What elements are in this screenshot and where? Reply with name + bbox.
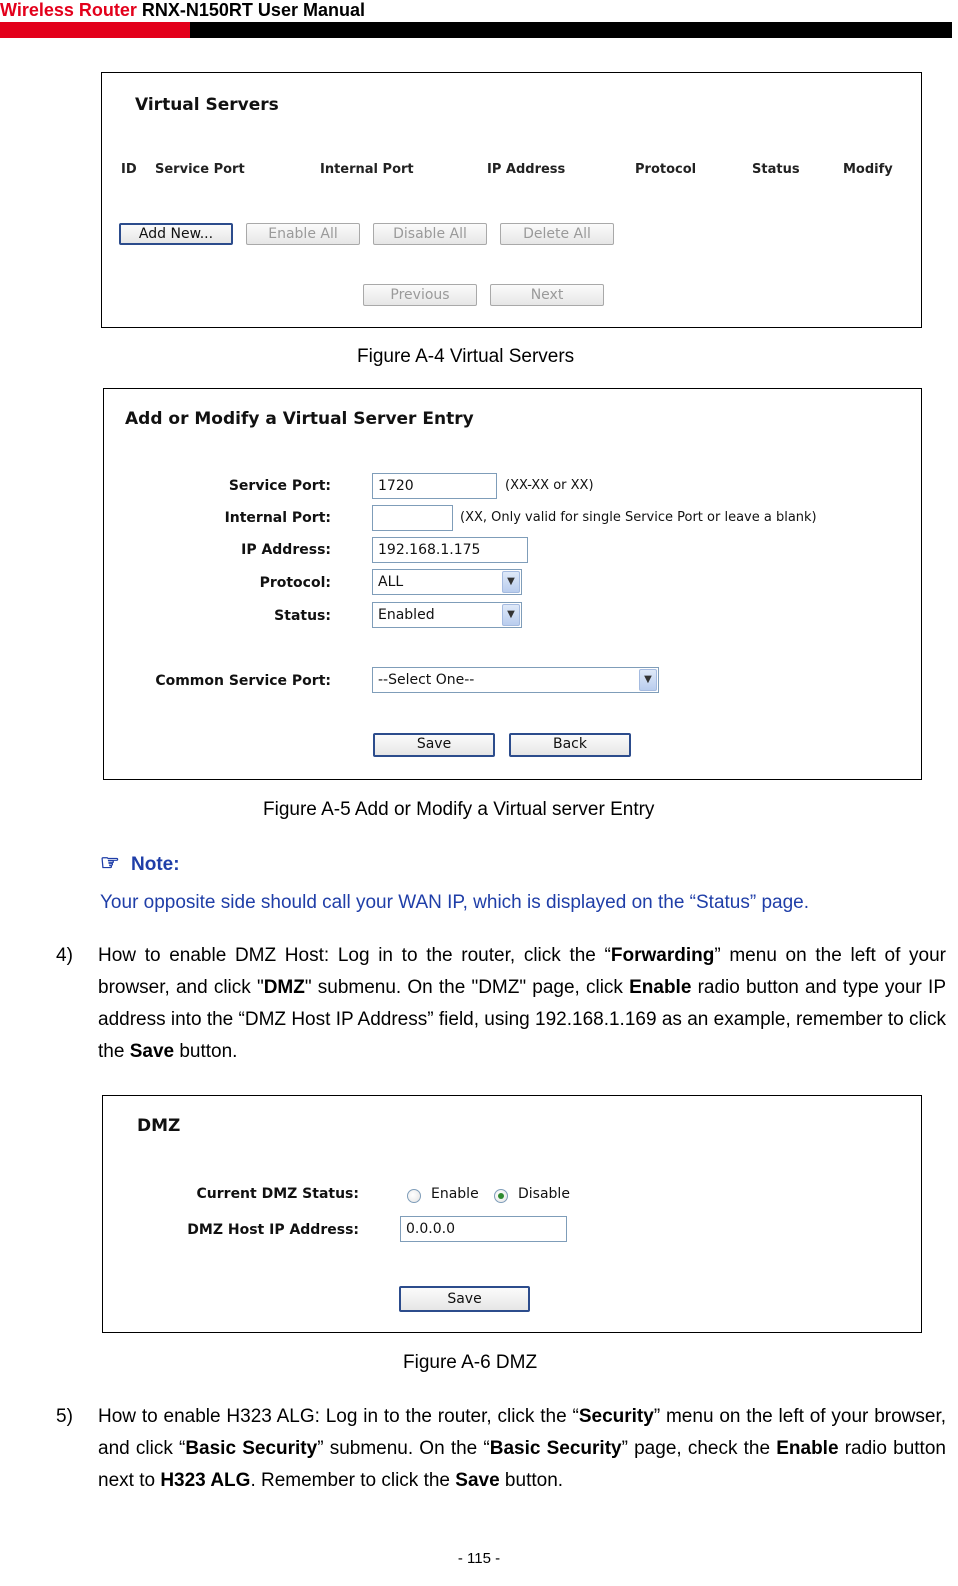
current-dmz-status-label: Current DMZ Status: (196, 1186, 359, 1202)
step-bold-text: Save (455, 1470, 500, 1491)
protocol-value: ALL (378, 574, 404, 590)
step-text: radio button and type your IP address into the “DMZ Host IP Address” field, using 192.168.1.169 as an example, remember to click the (98, 977, 946, 1062)
next-button[interactable]: Next (490, 284, 604, 306)
common-service-port-select[interactable] (372, 667, 659, 693)
disable-radio-label: Disable (518, 1186, 570, 1202)
ip-address-label: IP Address: (241, 542, 331, 558)
note-heading (100, 850, 180, 876)
note-label: Note: (131, 854, 180, 875)
step-bold-text: Forwarding (610, 945, 715, 966)
column-header-modify: Modify (843, 162, 893, 177)
figure-caption: Figure A-5 Add or Modify a Virtual server Entry (263, 799, 655, 820)
panel-title: Virtual Servers (135, 95, 279, 115)
protocol-select[interactable] (372, 569, 522, 595)
step-text: " submenu. On the "DMZ" page, click (304, 977, 630, 998)
column-header-service-port: Service Port (155, 162, 245, 177)
internal-port-label: Internal Port: (224, 510, 331, 526)
common-service-port-value: --Select One-- (378, 672, 475, 688)
step-paragraph (98, 940, 946, 1068)
step-bold-text: Save (129, 1041, 175, 1062)
column-header-internal-port: Internal Port (320, 162, 414, 177)
chevron-down-icon[interactable]: ▼ (639, 669, 657, 691)
step-text: button. (174, 1041, 238, 1062)
chevron-down-icon[interactable]: ▼ (502, 604, 520, 626)
internal-port-input[interactable] (372, 505, 453, 531)
step-number: 5) (56, 1406, 73, 1427)
step-bold-text: Enable (776, 1438, 839, 1459)
step-text: ” submenu. On the “ (317, 1438, 490, 1459)
enable-all-button[interactable]: Enable All (246, 223, 360, 245)
step-text: . Remember to click the (250, 1470, 456, 1491)
disable-radio[interactable] (494, 1189, 508, 1203)
step-paragraph (98, 1401, 946, 1497)
note-body: Your opposite side should call your WAN IP, which is displayed on the “Status” page. (100, 892, 810, 913)
step-bold-text: Enable (629, 977, 692, 998)
chevron-down-icon[interactable]: ▼ (502, 571, 520, 593)
header-bar-accent (0, 22, 190, 38)
protocol-label: Protocol: (259, 575, 331, 591)
header-bar (0, 22, 952, 38)
panel-title: Add or Modify a Virtual Server Entry (125, 409, 474, 429)
step-bold-text: Basic Security (489, 1438, 622, 1459)
figure-caption: Figure A-4 Virtual Servers (357, 346, 575, 367)
pointing-hand-icon: ☞ (100, 850, 120, 875)
status-label: Status: (274, 608, 331, 624)
status-value: Enabled (378, 607, 435, 623)
column-header-protocol: Protocol (635, 162, 697, 177)
step-bold-text: H323 ALG (160, 1470, 251, 1491)
save-button[interactable]: Save (373, 733, 495, 757)
previous-button[interactable]: Previous (363, 284, 477, 306)
enable-radio-label: Enable (431, 1186, 479, 1202)
step-text: How to enable DMZ Host: Log in to the router, click the “ (98, 945, 611, 966)
step-text: How to enable H323 ALG: Log in to the router, click the “ (98, 1406, 579, 1427)
step-bold-text: Security (578, 1406, 654, 1427)
dmz-panel (102, 1095, 922, 1333)
figure-caption: Figure A-6 DMZ (403, 1352, 538, 1373)
add-new-button[interactable]: Add New... (119, 223, 233, 245)
manual-header-title (0, 0, 365, 20)
header-brand: Wireless Router (0, 0, 137, 20)
virtual-server-entry-panel (103, 388, 922, 780)
step-text: ” menu on the left of your browser, and click “ (98, 1406, 946, 1459)
step-text: radio button next to (98, 1438, 946, 1491)
step-text: ” page, check the (621, 1438, 777, 1459)
panel-title: DMZ (137, 1116, 181, 1136)
page-number: - 115 - (457, 1550, 501, 1567)
enable-radio[interactable] (407, 1189, 421, 1203)
back-button[interactable]: Back (509, 733, 631, 757)
step-bold-text: Basic Security (185, 1438, 318, 1459)
step-number: 4) (56, 945, 73, 966)
column-header-ip-address: IP Address (487, 162, 566, 177)
service-port-hint: (XX-XX or XX) (505, 478, 594, 493)
service-port-label: Service Port: (228, 478, 331, 494)
virtual-servers-panel (101, 72, 922, 328)
header-title: RNX-N150RT User Manual (141, 0, 365, 20)
delete-all-button[interactable]: Delete All (500, 223, 614, 245)
internal-port-hint: (XX, Only valid for single Service Port or leave a blank) (460, 510, 817, 525)
service-port-input[interactable]: 1720 (372, 473, 497, 499)
column-header-id: ID (121, 162, 137, 177)
status-select[interactable] (372, 602, 522, 628)
dmz-host-ip-input[interactable]: 0.0.0.0 (400, 1216, 567, 1242)
dmz-host-ip-label: DMZ Host IP Address: (187, 1222, 359, 1238)
disable-all-button[interactable]: Disable All (373, 223, 487, 245)
column-header-status: Status (752, 162, 800, 177)
step-bold-text: DMZ (263, 977, 305, 998)
common-service-port-label: Common Service Port: (155, 673, 331, 689)
step-text: ” menu on the left of your browser, and click " (98, 945, 946, 998)
step-text: button. (499, 1470, 564, 1491)
save-button[interactable]: Save (399, 1286, 530, 1312)
ip-address-input[interactable]: 192.168.1.175 (372, 537, 528, 563)
